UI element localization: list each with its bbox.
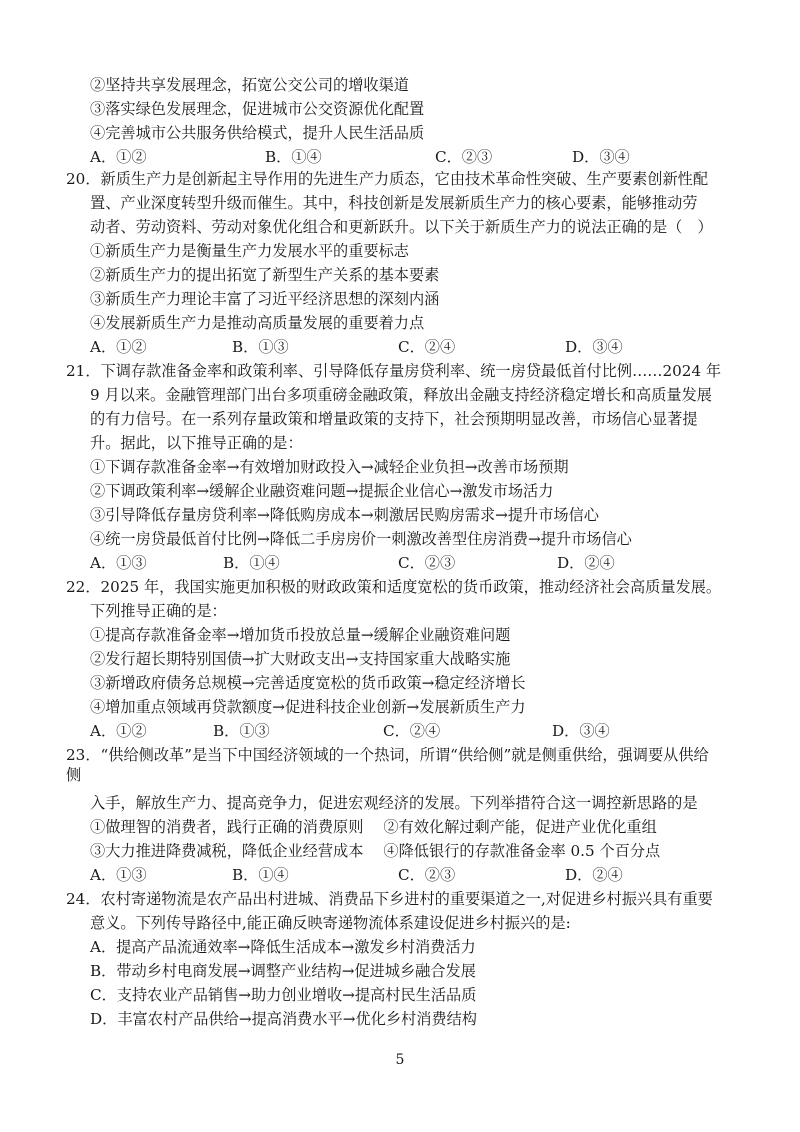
q21-option-c[interactable]: C．②③	[398, 554, 456, 572]
q23-stem-line-2: 侧	[66, 766, 82, 784]
q19-option-a[interactable]: A．①②	[90, 148, 147, 166]
q22-option-d[interactable]: D．③④	[552, 722, 610, 740]
q21-stem-line-1: 21．下调存款准备金率和政策利率、引导降低存量房贷利率、统一房贷最低首付比例……2024 年	[66, 362, 722, 380]
q20-item-3: ③新质生产力理论丰富了习近平经济思想的深刻内涵	[90, 290, 440, 308]
q22-stem-line-2: 下列推导正确的是：	[90, 602, 227, 620]
q19-item-3: ③落实绿色发展理念，促进城市公交资源优化配置	[90, 100, 425, 118]
page-number: 5	[395, 1052, 405, 1068]
q24-stem-line-1: 24．农村寄递物流是农产品出村进城、消费品下乡进村的重要渠道之一,对促进乡村振兴具有重要	[66, 890, 713, 908]
q19-item-2: ②坚持共享发展理念，拓宽公交公司的增收渠道	[90, 76, 409, 94]
q20-item-2: ②新质生产力的提出拓宽了新型生产关系的基本要素	[90, 266, 440, 284]
q20-option-c[interactable]: C．②④	[398, 338, 456, 356]
q24-stem-line-2: 意义。下列传导路径中,能正确反映寄递物流体系建设促进乡村振兴的是:	[90, 914, 571, 932]
q20-item-1: ①新质生产力是衡量生产力发展水平的重要标志	[90, 242, 409, 260]
q24-option-b[interactable]: B．带动乡村电商发展→调整产业结构→促进城乡融合发展	[90, 962, 476, 980]
q20-option-a[interactable]: A．①②	[90, 338, 147, 356]
q21-stem-line-3: 的有力信号。在一系列存量政策和增量政策的支持下，社会预期明显改善，市场信心显著提	[90, 410, 698, 428]
q22-stem-line-1: 22．2025 年，我国实施更加积极的财政政策和适度宽松的货币政策，推动经济社会高质量发展。	[66, 578, 722, 596]
q19-option-d[interactable]: D．③④	[572, 148, 630, 166]
q22-option-c[interactable]: C．②④	[383, 722, 441, 740]
q20-option-b[interactable]: B．①③	[232, 338, 289, 356]
q21-option-d[interactable]: D．②④	[557, 554, 615, 572]
q22-item-1: ①提高存款准备金率→增加货币投放总量→缓解企业融资难问题	[90, 626, 511, 644]
q24-option-a[interactable]: A．提高产品流通效率→降低生活成本→激发乡村消费活力	[90, 938, 476, 956]
q22-item-3: ③新增政府债务总规模→完善适度宽松的货币政策→稳定经济增长	[90, 674, 526, 692]
q24-option-c[interactable]: C．支持农业产品销售→助力创业增收→提高村民生活品质	[90, 986, 477, 1004]
q23-stem-line-3: 入手，解放生产力、提高竞争力，促进宏观经济的发展。下列举措符合这一调控新思路的是	[90, 794, 698, 812]
q21-item-4: ④统一房贷最低首付比例→降低二手房房价一刺激改善型住房消费→提升市场信心	[90, 530, 632, 548]
q21-item-3: ③引导降低存量房贷利率→降低购房成本→刺激居民购房需求→提升市场信心	[90, 506, 599, 524]
q21-stem-line-2: 9 月以来。金融管理部门出台多项重磅金融政策，释放出金融支持经济稳定增长和高质量发展	[90, 386, 712, 404]
q20-stem-line-2: 置、产业深度转型升级而催生。其中，科技创新是发展新质生产力的核心要素，能够推动劳	[90, 194, 698, 212]
q21-option-a[interactable]: A．①③	[90, 554, 147, 572]
q19-item-4: ④完善城市公共服务供给模式，提升人民生活品质	[90, 124, 425, 142]
q23-option-d[interactable]: D．②④	[565, 866, 623, 884]
q23-stem-line-1: 23．“供给侧改革”是当下中国经济领域的一个热词，所谓“供给侧”就是侧重供给，强调要从供给	[66, 746, 709, 764]
q20-stem-line-3: 动者、劳动资料、劳动对象优化组合和更新跃升。以下关于新质生产力的说法正确的是（ ）	[90, 218, 713, 236]
q21-option-b[interactable]: B．①④	[223, 554, 280, 572]
q21-stem-line-4: 升。据此，以下推导正确的是：	[90, 434, 303, 452]
q20-option-d[interactable]: D．③④	[565, 338, 623, 356]
q23-option-b[interactable]: B．①④	[232, 866, 289, 884]
q20-stem-line-1: 20．新质生产力是创新起主导作用的先进生产力质态，它由技术革命性突破、生产要素创新性配	[66, 170, 709, 188]
q23-items-row-1: ①做理智的消费者，践行正确的消费原则 ②有效化解过剩产能，促进产业优化重组	[90, 818, 657, 836]
q21-item-2: ②下调政策利率→缓解企业融资难问题→提振企业信心→激发市场活力	[90, 482, 554, 500]
q19-option-c[interactable]: C．②③	[435, 148, 493, 166]
q22-option-b[interactable]: B．①③	[213, 722, 270, 740]
q19-option-b[interactable]: B．①④	[265, 148, 322, 166]
q23-items-row-2: ③大力推进降费减税，降低企业经营成本 ④降低银行的存款准备金率 0.5 个百分点	[90, 842, 661, 860]
q20-item-4: ④发展新质生产力是推动高质量发展的重要着力点	[90, 314, 425, 332]
q23-option-c[interactable]: C．②③	[398, 866, 456, 884]
q21-item-1: ①下调存款准备金率→有效增加财政投入→减轻企业负担→改善市场预期	[90, 458, 569, 476]
q22-item-2: ②发行超长期特别国债→扩大财政支出→支持国家重大战略实施	[90, 650, 511, 668]
q23-option-a[interactable]: A．①③	[90, 866, 147, 884]
q22-item-4: ④增加重点领域再贷款额度→促进科技企业创新→发展新质生产力	[90, 698, 526, 716]
q24-option-d[interactable]: D．丰富农村产品供给→提高消费水平→优化乡村消费结构	[90, 1010, 477, 1028]
q22-option-a[interactable]: A．①②	[90, 722, 147, 740]
